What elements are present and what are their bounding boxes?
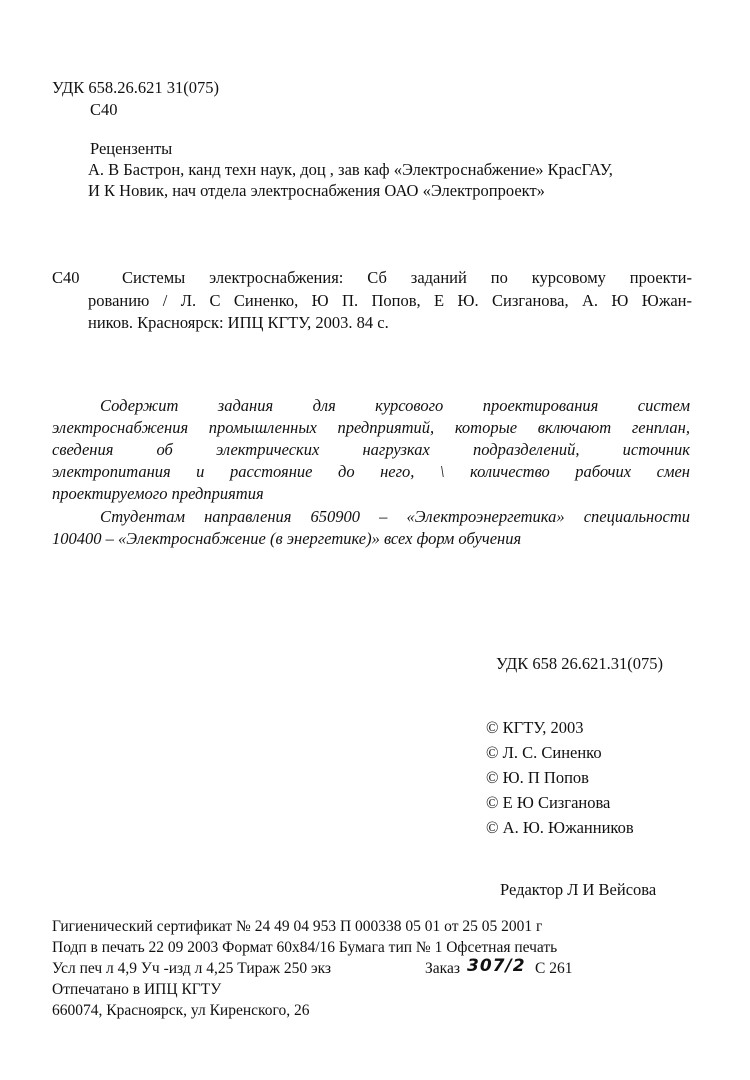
udk-code-top: УДК 658.26.621 31(075) [52, 78, 220, 97]
reviewer-1: А. В Бастрон, канд техн наук, доц , зав каф «Электроснабжение» КрасГАУ, [88, 160, 613, 179]
copyright-line: © Е Ю Сизганова [486, 793, 611, 812]
copyright-line: © Ю. П Попов [486, 768, 589, 787]
imprint-printed-at: Отпечатано в ИПЦ КГТУ [52, 981, 222, 998]
bib-line-3: ников. Красноярск: ИПЦ КГТУ, 2003. 84 с. [88, 313, 389, 332]
copyright-line: © КГТУ, 2003 [486, 718, 584, 737]
handwritten-order-number: 307/2 [467, 956, 526, 976]
udk-code-bottom: УДК 658 26.621.31(075) [496, 654, 664, 673]
index-code-top: С40 [90, 100, 118, 119]
reviewer-2: И К Новик, нач отдела электроснабжения ОАО «Электропроект» [88, 181, 545, 200]
abstract-line-4: электропитания и расстояние до него, \ количество рабочих смен [52, 462, 690, 481]
abstract-line-5: проектируемого предприятия [52, 484, 264, 503]
abstract-line-3: сведения об электрических нагрузках подразделений, источник [52, 440, 690, 459]
abstract-line-1: Содержит задания для курсового проектирования систем [100, 396, 690, 415]
bib-line-2: рованию / Л. С Синенко, Ю П. Попов, Е Ю. Сизганова, А. Ю Южан- [88, 291, 692, 310]
imprint-order-code: С 261 [535, 960, 573, 977]
abstract-line-2: электроснабжения промышленных предприятий, которые включают генплан, [52, 418, 690, 437]
imprint-address: 660074, Красноярск, ул Киренского, 26 [52, 1002, 310, 1019]
bib-code: С40 [52, 268, 80, 287]
reviewers-title: Рецензенты [90, 139, 173, 158]
imprint-volume: Усл печ л 4,9 Уч -изд л 4,25 Тираж 250 экз [52, 960, 332, 977]
copyright-line: © А. Ю. Южанников [486, 818, 634, 837]
bib-line-1: Системы электроснабжения: Сб заданий по курсовому проекти- [122, 268, 692, 287]
abstract-line-7: 100400 – «Электроснабжение (в энергетике)» всех форм обучения [52, 529, 522, 548]
editor-line: Редактор Л И Вейсова [500, 880, 657, 899]
imprint-print-info: Подп в печать 22 09 2003 Формат 60х84/16 Бумага тип № 1 Офсетная печать [52, 939, 558, 956]
imprint-certificate: Гигиенический сертификат № 24 49 04 953 П 000338 05 01 от 25 05 2001 г [52, 918, 543, 935]
abstract-line-6: Студентам направления 650900 – «Электроэнергетика» специальности [100, 507, 690, 526]
imprint-order-label: Заказ [425, 960, 460, 977]
copyright-line: © Л. С. Синенко [486, 743, 602, 762]
